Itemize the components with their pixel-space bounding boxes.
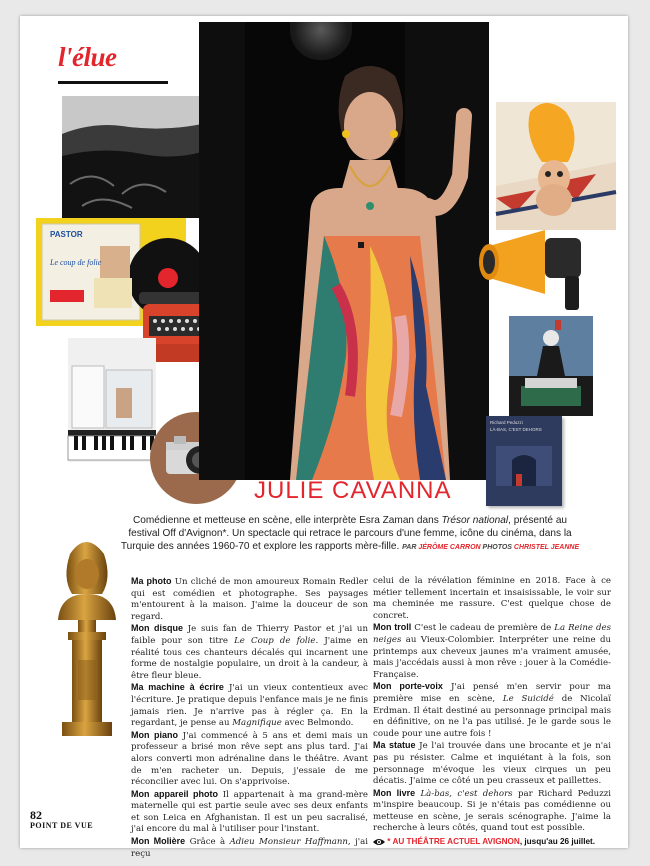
piano-photo (68, 338, 156, 462)
statue-photo (509, 316, 593, 416)
credit-par: PAR (402, 544, 419, 551)
paragraph-text: celui de la révélation féminine en 2018. Face à ce métier tellement incertain et insaisissable, le voir sur ma cheminée me rassure. C'est quelque chose de concret. (373, 576, 611, 621)
paragraph-label: Mon piano (131, 729, 178, 740)
credit-photos: PHOTOS (480, 544, 514, 551)
page-number: 82 (30, 808, 42, 822)
troll-doll-photo (496, 102, 616, 230)
paragraph-label: Mon appareil photo (131, 788, 218, 799)
statue-graphic (509, 316, 593, 416)
eye-icon (373, 838, 385, 846)
paragraph-label: Mon disque (131, 623, 183, 634)
paragraph-moliere-cont (373, 576, 611, 622)
paragraph-label: Ma machine à écrire (131, 682, 224, 693)
portrait-photo (250, 56, 490, 480)
paragraph-text: avec Belmondo. (281, 718, 354, 729)
paragraph-label: Mon Molière (131, 836, 186, 847)
landscape-photo (62, 96, 202, 218)
rubric-underline (58, 81, 168, 84)
paragraph-livre (373, 788, 611, 835)
paragraph-text: au Vieux-Colombier. Interpréter une reine du printemps aux cheveux jaunes m'a vraiment amusée, mais j'accédais aussi à mon rêve : jouer à la Comédie-Française. (373, 634, 611, 680)
intro-text-1: Comédienne et metteuse en scène, elle interprète Esra Zaman dans (132, 515, 442, 526)
article-title: JULIE CAVANNA (254, 477, 452, 504)
paragraph-text: Un cliché de mon amoureux Romain Redler qui est comédien et photographe. Ses paysages m'entourent à la maison. J'aime la douceur de son regard. (131, 577, 368, 622)
paragraph-photo (131, 576, 368, 623)
book-photo (486, 416, 562, 506)
paragraph-piano (131, 730, 368, 789)
photographer-name: CHRISTEL JEANNE (513, 544, 580, 551)
piano-graphic (68, 338, 156, 462)
article-column-2 (373, 576, 611, 848)
article-credits (402, 544, 579, 551)
moliere-bust-photo (48, 534, 126, 738)
megaphone-photo (475, 212, 623, 316)
event-info (373, 836, 611, 848)
paragraph-label: Ma photo (131, 576, 172, 586)
magazine-name: POINT DE VUE (30, 821, 94, 830)
section-rubric: l'élue (58, 42, 117, 72)
paragraph-text: , j'ai reçu (131, 837, 368, 859)
paragraph-label: Mon porte-voix (373, 681, 443, 692)
paragraph-text: C'est le cadeau de première de (411, 623, 555, 634)
paragraph-text: Je l'ai trouvée dans une brocante et je n'ai pas pu résister. Calme et inquiétant à la fois, son personnage m'évoque les vieux cirques un peu décatis. J'aime ce côté un peu crasseux et paillettes. (373, 741, 611, 787)
article-column-1 (131, 576, 368, 860)
landscape-photo-graphic (62, 96, 202, 218)
paragraph-machine (131, 682, 368, 729)
paragraph-disque (131, 623, 368, 682)
paragraph-appareil (131, 789, 368, 836)
paragraph-statue (373, 740, 611, 787)
paragraph-text: Je suis fan de Thierry Pastor et j'ai un faible pour son titre (131, 624, 368, 646)
paragraph-label: Ma statue (373, 740, 416, 751)
paragraph-text: de Nicolaï Erdman. Il était destiné au personnage principal mais en définitive, on ne l'a pas utilisé. Je le garde sous le coude pour une autre fois ! (373, 693, 611, 739)
play-title: La Reine des neiges (373, 623, 611, 645)
author-name: JÉRÔME CARRON (418, 544, 481, 551)
album-title: Le coup de folie (50, 258, 102, 267)
paragraph-text: par Richard Peduzzi m'inspire beaucoup. Si je n'étais pas comédienne ou metteuse en scène, je serais scénographe. J'aime la recherche à leurs côtés, quand tout est possible. (373, 788, 611, 834)
book-title-ref: Là-bas, c'est dehors (420, 788, 513, 799)
film-title: Magnifique (232, 718, 282, 729)
play-title: Le Suicidé (502, 693, 554, 704)
megaphone-icon (475, 212, 623, 316)
woman-portrait-graphic (250, 56, 490, 480)
paragraph-text: . J'aime en réalité tous ces chanteurs décalés qui incarnent une forme de nostalgie populaire, un droit à la candeur, à être fleur bleue. (131, 635, 368, 681)
song-title: Le Coup de folie (234, 635, 316, 646)
paragraph-text: Il appartenait à ma grand-mère maternelle qui est partie seule avec ses deux enfants et son Leica en Afghanistan. Il est un peu sacralisé, j'ai encore du mal à l'utiliser pour l'instant. (131, 789, 368, 835)
troll-doll-icon (496, 102, 616, 230)
moliere-bust-icon (48, 534, 126, 738)
album-artist: PASTOR (50, 230, 83, 239)
article-intro (120, 514, 580, 554)
paragraph-text: J'ai pensé m'en servir pour ma première mise en scène, (373, 682, 612, 704)
intro-show-title: Trésor national (441, 515, 509, 526)
event-venue: AU THÉÂTRE ACTUEL AVIGNON (392, 837, 520, 847)
paragraph-label: Mon livre (373, 787, 416, 798)
paragraph-troll (373, 622, 611, 681)
play-title: Adieu Monsieur Haffmann (229, 837, 348, 848)
magazine-page (20, 16, 628, 859)
paragraph-text: Grâce à (185, 837, 230, 848)
info-asterisk: * (387, 837, 393, 847)
paragraph-text: J'ai un vieux contentieux avec l'écriture. Je pratique depuis l'enfance mais je ne finis jamais rien. Je n'arrive pas à régler ça. En la regardant, je pense au (131, 683, 368, 729)
paragraph-porte-voix (373, 681, 611, 740)
paragraph-label: Mon troll (373, 622, 412, 633)
paragraph-moliere (131, 836, 368, 860)
event-date: , jusqu'au 26 juillet. (519, 837, 596, 847)
paragraph-text: J'ai commencé à 5 ans et demi mais un professeur a brisé mon rêve sept ans plus tard. J'ai alors converti mon adrénaline dans le théâtre. Avant de m'en racheter un. Depuis, j'essaie de me réconcilier avec lui. On s'apprivoise. (131, 730, 368, 788)
book-author: Richard Peduzzi (490, 420, 523, 425)
book-title: LÀ-BAS, C'EST DEHORS (490, 427, 542, 432)
intro-text-2: , présenté au festival Off d'Avignon*. Un spectacle qui retrace le parcours d'une femme, icône du cinéma, dans la Turquie des années 1960-70 et explore les rapports mère-fille. (120, 515, 572, 552)
